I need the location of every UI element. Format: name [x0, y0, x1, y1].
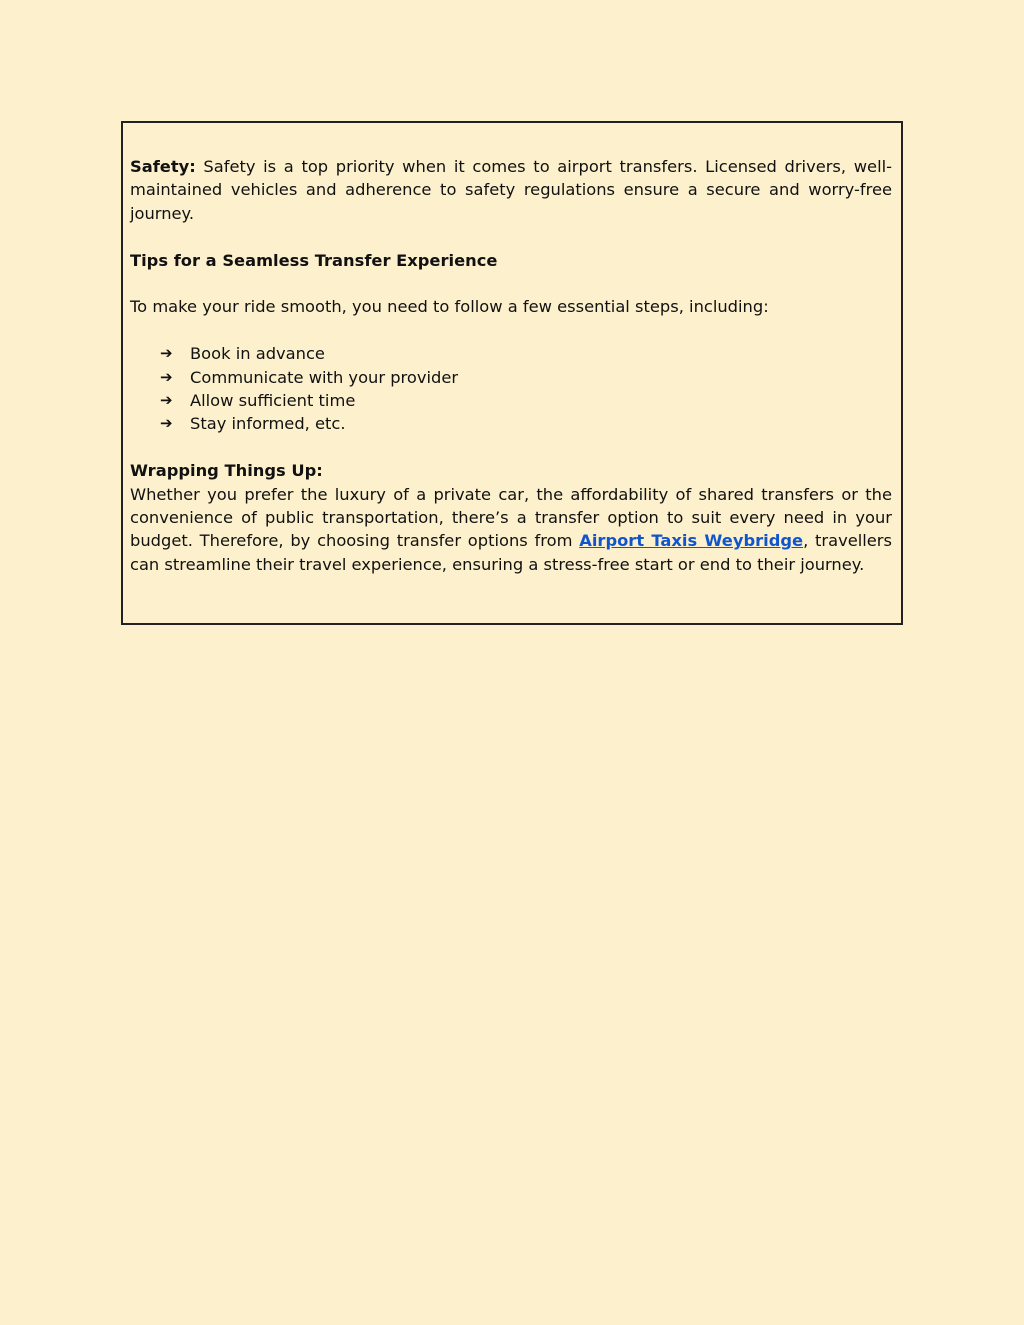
airport-taxis-weybridge-link[interactable]: Airport Taxis Weybridge [579, 531, 804, 551]
safety-label: Safety: [130, 157, 196, 176]
safety-text: Safety is a top priority when it comes to airport transfers. Licensed drivers, well-maintained vehicles and adherence to safety regulations ensure a secure and worry-free journey. [130, 157, 892, 223]
list-item [160, 389, 892, 412]
safety-paragraph [130, 155, 892, 225]
arrow-right-icon: ➔ [160, 367, 173, 386]
arrow-right-icon: ➔ [160, 414, 173, 433]
tips-heading: Tips for a Seamless Transfer Experience [130, 250, 498, 270]
list-item-text: Book in advance [190, 344, 325, 364]
list-item [160, 366, 892, 389]
wrap-text-after: , travellers can streamline their travel experience, ensuring a stress-free start or end to their journey. [130, 531, 892, 574]
list-item [160, 412, 892, 435]
arrow-right-icon: ➔ [160, 344, 173, 363]
wrap-heading: Wrapping Things Up: [130, 461, 323, 481]
wrap-paragraph [130, 483, 892, 577]
list-item-text: Communicate with your provider [190, 367, 459, 387]
list-item [160, 342, 892, 365]
tips-intro: To make your ride smooth, you need to follow a few essential steps, including: [130, 297, 769, 317]
wrap-text-before: Whether you prefer the luxury of a private car, the affordability of shared transfers or the convenience of public transportation, there’s a transfer option to suit every need in your budget. Therefore, by choosing transfer options from [130, 484, 892, 551]
arrow-right-icon: ➔ [160, 391, 173, 410]
content-box [121, 121, 903, 625]
list-item-text: Allow sufficient time [190, 391, 356, 411]
tips-list [130, 342, 892, 436]
list-item-text: Stay informed, etc. [190, 414, 346, 434]
